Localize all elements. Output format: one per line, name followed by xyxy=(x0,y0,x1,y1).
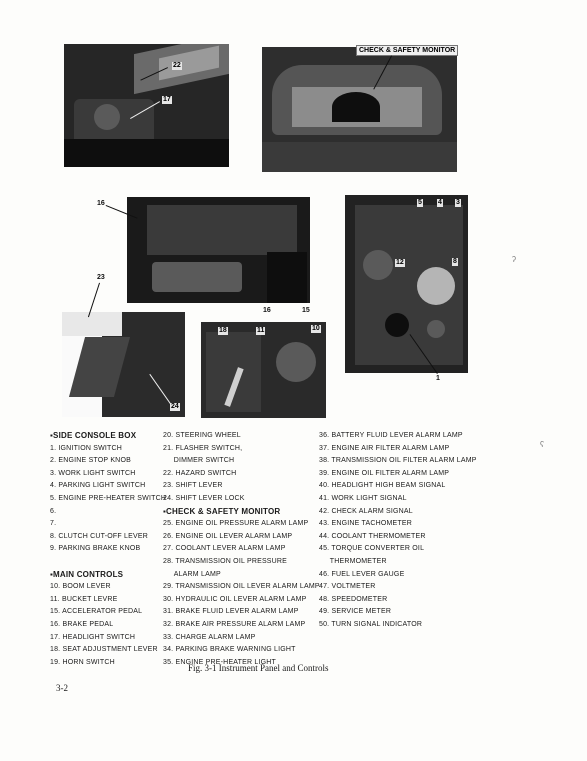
legend-item: 22. HAZARD SWITCH xyxy=(163,469,237,477)
legend-item: 2. ENGINE STOP KNOB xyxy=(50,457,131,465)
legend-item: 24. SHIFT LEVER LOCK xyxy=(163,494,245,502)
callout-check-safety-monitor: CHECK & SAFETY MONITOR xyxy=(356,45,458,56)
photo-work-levers xyxy=(201,322,326,418)
photo-shift-lever xyxy=(62,312,185,417)
photo-side-console-box xyxy=(345,195,468,373)
callout-18: 18 xyxy=(219,327,227,334)
legend-item: 29. TRANSMISSION OIL LEVER ALARM LAMP xyxy=(163,583,320,591)
legend-section-heading: ▪CHECK & SAFETY MONITOR xyxy=(163,506,281,516)
legend-item: DIMMER SWITCH xyxy=(163,457,235,465)
legend-item: THERMOMETER xyxy=(319,557,387,565)
margin-mark-top: ʔ xyxy=(512,255,516,264)
legend-item: 37. ENGINE AIR FILTER ALARM LAMP xyxy=(319,444,450,452)
callout-15: 15 xyxy=(302,307,310,314)
legend-item: 4. PARKING LIGHT SWITCH xyxy=(50,482,146,490)
legend-column-1 xyxy=(50,430,166,669)
legend-item: 27. COOLANT LEVER ALARM LAMP xyxy=(163,545,286,553)
margin-mark-bottom: ʕ xyxy=(540,440,544,449)
legend-item: 10. BOOM LEVER xyxy=(50,583,111,591)
legend-item: 6. xyxy=(50,507,57,515)
legend-spacer xyxy=(50,556,166,569)
legend-item: ALARM LAMP xyxy=(163,570,221,578)
legend-item: 19. HORN SWITCH xyxy=(50,658,115,666)
photo-switch-panel xyxy=(64,44,229,167)
legend-item: 47. VOLTMETER xyxy=(319,583,376,591)
legend-item: 25. ENGINE OIL PRESSURE ALARM LAMP xyxy=(163,520,309,528)
photo-check-safety-monitor xyxy=(262,47,457,172)
legend-item: 35. ENGINE PRE-HEATER LIGHT xyxy=(163,658,277,666)
legend-item: 39. ENGINE OIL FILTER ALARM LAMP xyxy=(319,469,450,477)
legend-section-heading: ▪SIDE CONSOLE BOX xyxy=(50,431,137,440)
callout-11: 11 xyxy=(257,327,265,334)
legend-column-3 xyxy=(319,430,477,632)
callout-10: 10 xyxy=(312,325,320,332)
legend-item: 38. TRANSMISSION OIL FILTER ALARM LAMP xyxy=(319,457,477,465)
callout-16-left: 16 xyxy=(97,200,105,207)
legend-item: 42. CHECK ALARM SIGNAL xyxy=(319,507,413,515)
callout-3: 3 xyxy=(456,199,460,206)
legend-item: 11. BUCKET LEVRE xyxy=(50,595,118,603)
legend-item: 34. PARKING BRAKE WARNING LIGHT xyxy=(163,646,296,654)
legend-item: 45. TORQUE CONVERTER OIL xyxy=(319,545,425,553)
legend-item: 36. BATTERY FLUID LEVER ALARM LAMP xyxy=(319,432,463,439)
legend-item: 46. FUEL LEVER GAUGE xyxy=(319,570,405,578)
legend-item: 44. COOLANT THERMOMETER xyxy=(319,532,426,540)
legend-section-heading: ▪MAIN CONTROLS xyxy=(50,569,124,579)
legend-item: 16. BRAKE PEDAL xyxy=(50,620,114,628)
legend-item: 48. SPEEDOMETER xyxy=(319,595,388,603)
legend-item: 31. BRAKE FLUID LEVER ALARM LAMP xyxy=(163,608,299,616)
legend-item: 20. STEERING WHEEL xyxy=(163,432,241,439)
legend-item: 3. WORK LIGHT SWITCH xyxy=(50,469,136,477)
callout-17: 17 xyxy=(163,96,171,103)
callout-12: 12 xyxy=(396,259,404,266)
photo-floor-pedals xyxy=(127,197,310,303)
legend-item: 5. ENGINE PRE-HEATER SWITCH xyxy=(50,494,167,502)
legend-item: 28. TRANSMISSION OIL PRESSURE xyxy=(163,557,288,565)
legend-column-2 xyxy=(163,430,320,669)
legend-item: 7. xyxy=(50,520,57,528)
callout-22: 22 xyxy=(173,62,181,69)
callout-5: 5 xyxy=(418,199,422,206)
callout-23: 23 xyxy=(97,274,105,281)
legend-item: 30. HYDRAULIC OIL LEVER ALARM LAMP xyxy=(163,595,307,603)
legend-item: 9. PARKING BRAKE KNOB xyxy=(50,545,141,553)
legend-item: 15. ACCELERATOR PEDAL xyxy=(50,608,143,616)
legend-item: 8. CLUTCH CUT-OFF LEVER xyxy=(50,532,148,540)
figure-caption: Fig. 3-1 Instrument Panel and Controls xyxy=(188,663,329,673)
page-number: 3-2 xyxy=(56,683,68,693)
legend-item: 18. SEAT ADJUSTMENT LEVER xyxy=(50,646,158,654)
legend-item: 32. BRAKE AIR PRESSURE ALARM LAMP xyxy=(163,620,306,628)
legend-item: 23. SHIFT LEVER xyxy=(163,482,223,490)
legend-item: 50. TURN SIGNAL INDICATOR xyxy=(319,620,423,628)
callout-24: 24 xyxy=(171,403,179,410)
legend-item: 41. WORK LIGHT SIGNAL xyxy=(319,494,407,502)
legend-item: 1. IGNITION SWITCH xyxy=(50,444,123,452)
legend-item: 33. CHARGE ALARM LAMP xyxy=(163,633,256,641)
callout-16-bottom: 16 xyxy=(263,307,271,314)
legend-item: 43. ENGINE TACHOMETER xyxy=(319,520,413,528)
callout-4: 4 xyxy=(438,199,442,206)
legend-item: 17. HEADLIGHT SWITCH xyxy=(50,633,136,641)
legend-item: 26. ENGINE OIL LEVER ALARM LAMP xyxy=(163,532,293,540)
legend-item: 40. HEADLIGHT HIGH BEAM SIGNAL xyxy=(319,482,446,490)
legend-item: 49. SERVICE METER xyxy=(319,608,392,616)
callout-1: 1 xyxy=(436,375,440,382)
legend-item: 21. FLASHER SWITCH, xyxy=(163,444,243,452)
callout-8: 8 xyxy=(453,258,457,265)
